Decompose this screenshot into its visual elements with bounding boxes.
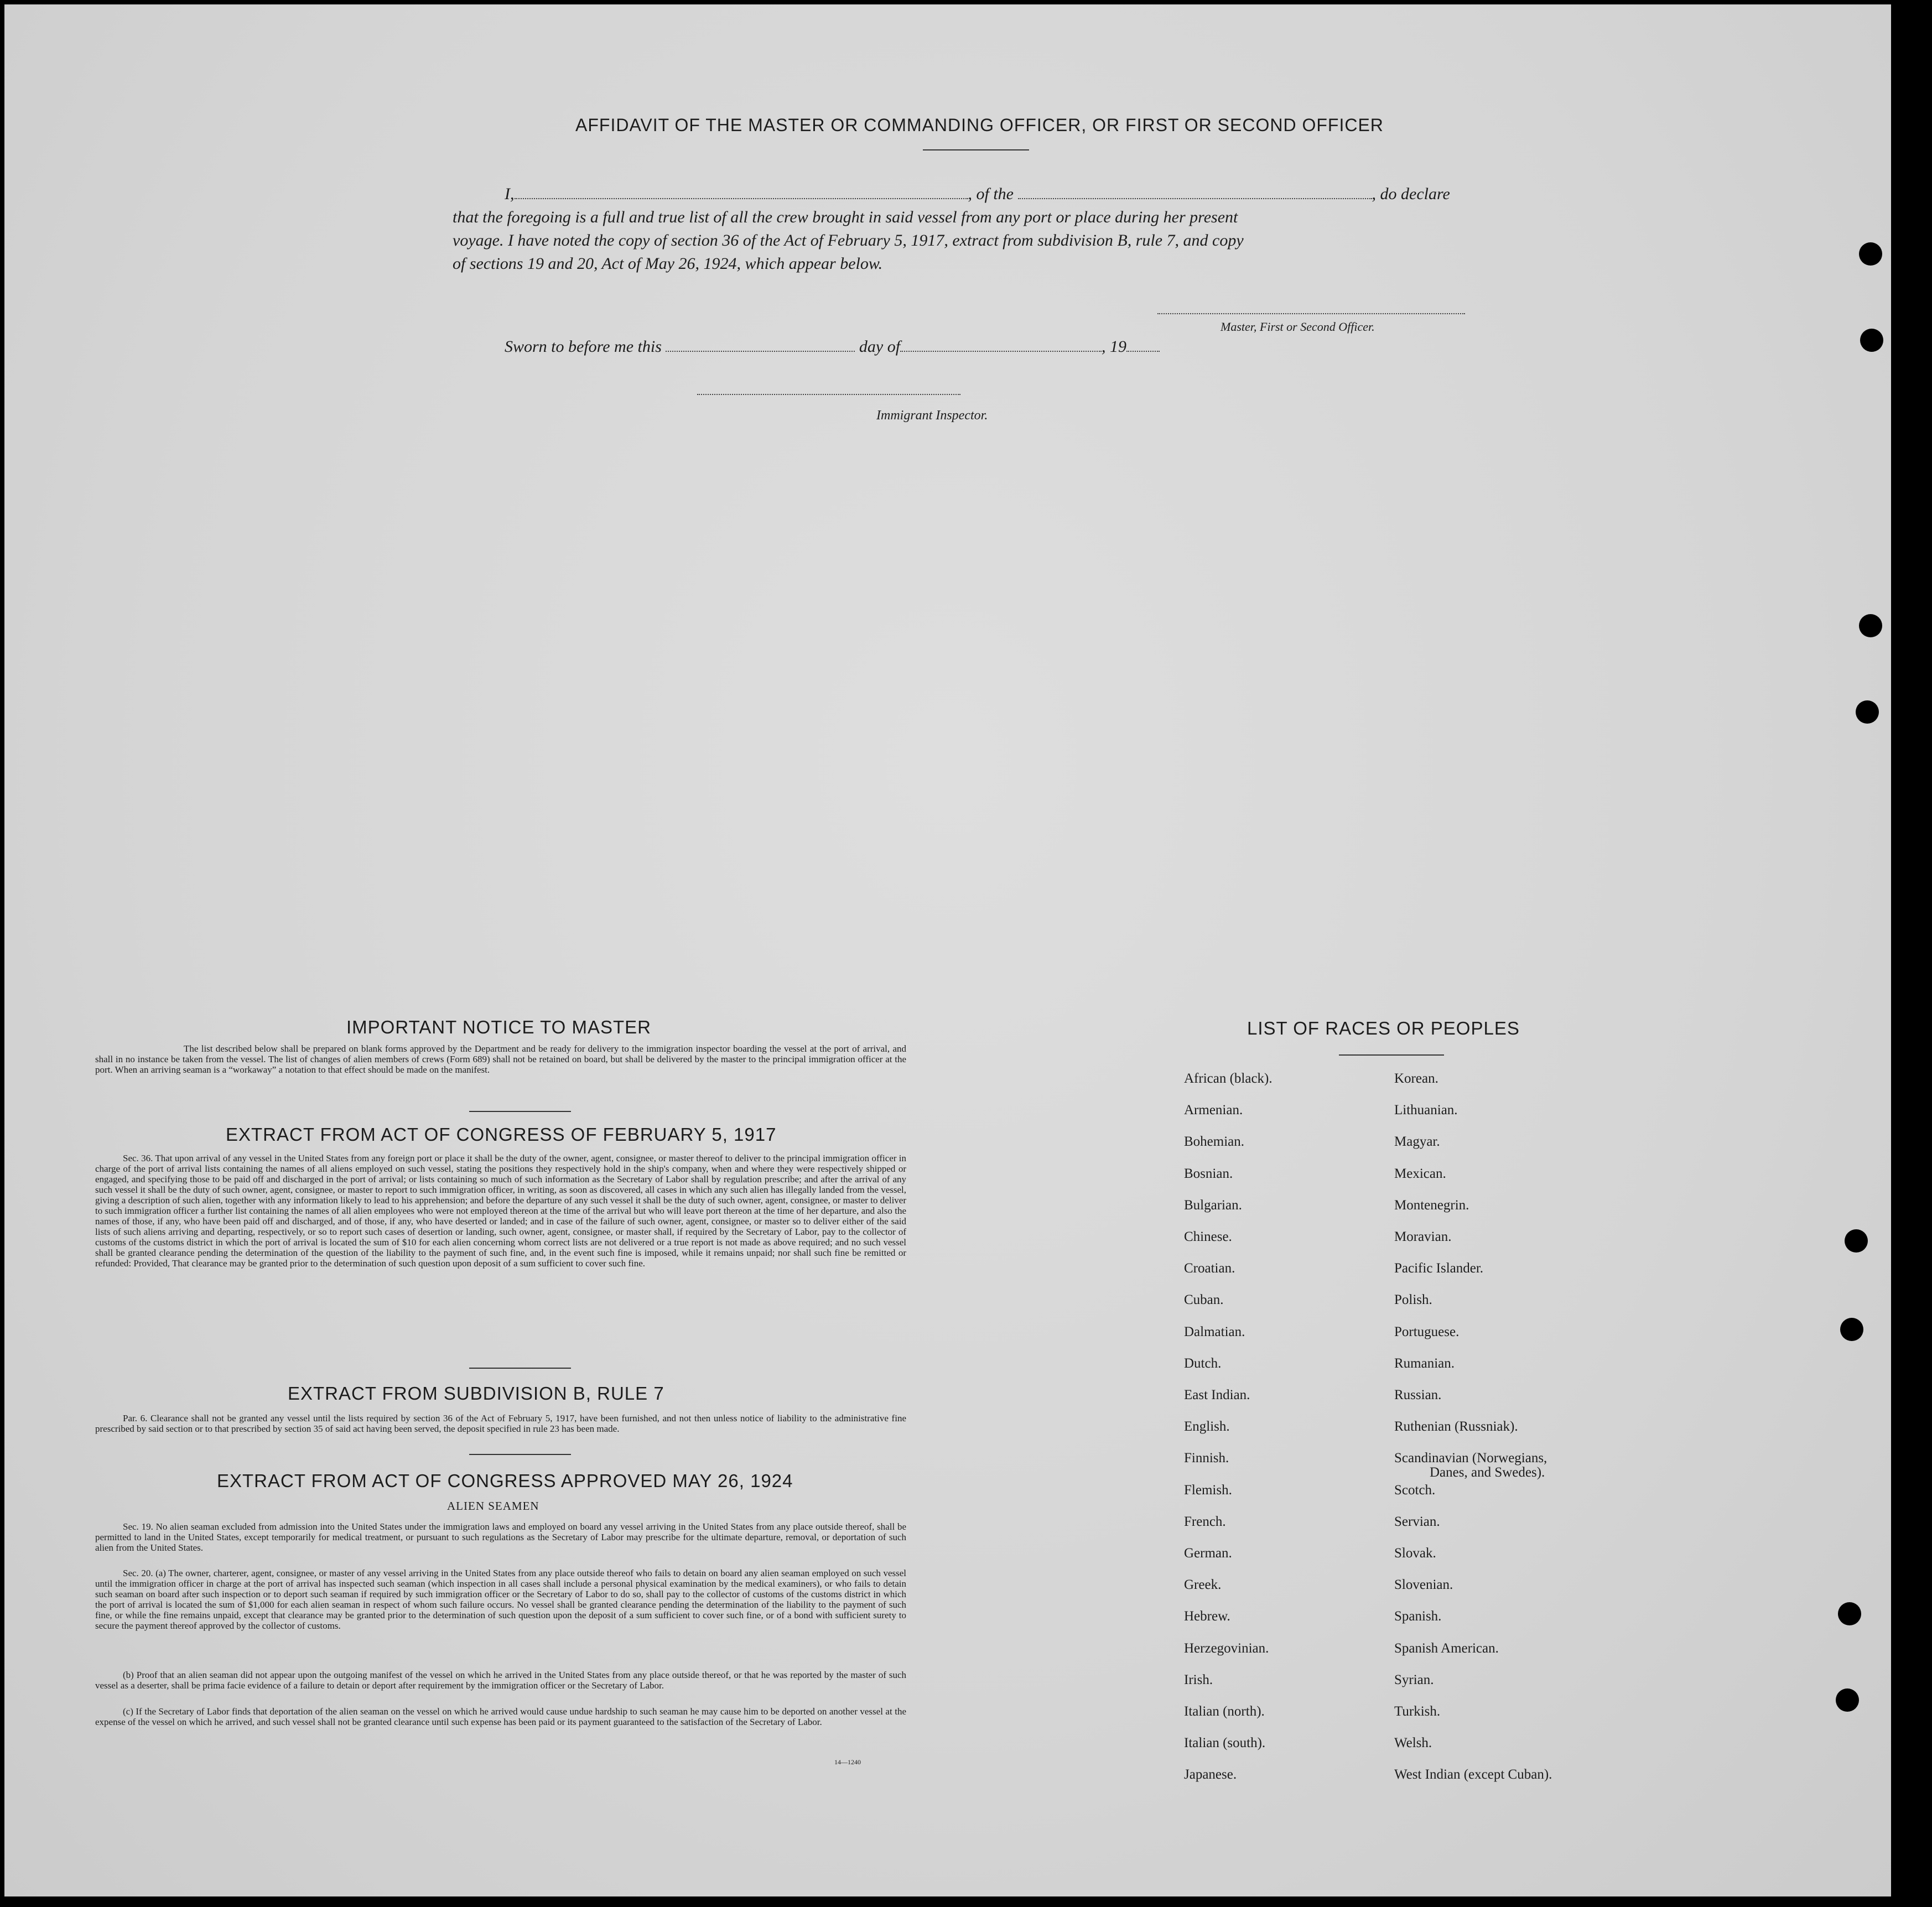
binder-hole (1840, 1318, 1863, 1341)
race-entry: Mexican. (1394, 1166, 1446, 1181)
race-entry: Italian (north). (1184, 1704, 1265, 1719)
extract-1917-body: Sec. 36. That upon arrival of any vessel in the United States from any foreign port or place it shall be the duty of the owner, agent, consignee, or master thereof to deliver to the principal immigration officer in charge of the port of arrival lists containing the names of all aliens employed on such vessel, stating the positions they respectively hold in the ship's company, when and where they were respectively shipped or engaged, and specifying those to be paid off and discharged in the port of arrival; or lists containing so much of such information as the Secretary of Labor shall by regulation prescribe; and after the arrival of any such vessel it shall be the duty of such owner, agent, consignee, or master to report to such immigration officer, in writing, as soon as discovered, all cases in which any such alien has illegally landed from the vessel, giving a description of such alien, together with any information likely to lead to his apprehension; and before the departure of any such vessel it shall be the duty of such owner, agent, consignee, or master to deliver to such immigration officer a further list containing the names of all alien employees who were not employed thereon at the time of the arrival but who will leave port thereon at the time of her departure, and also the names of those, if any, who have been paid off and discharged, and of those, if any, who have deserted or landed; and in case of the failure of such owner, agent, consignee, or master so to deliver either of the said lists of such aliens arriving and departing, respectively, or so to report such cases of desertion or landing, such owner, agent, consignee, or master shall, if required by the Secretary of Labor, pay to the collector of customs of the customs district in which the port of arrival is located the sum of $10 for each alien concerning whom correct lists are not delivered or a true report is not made as above required; and no such vessel shall be granted clearance pending the determination of the question of the liability to the payment of such fine, and, in the event such fine is imposed, while it remains unpaid; nor shall such fine be remitted or refunded: Provided, That clearance may be granted prior to the determination of such question upon deposit of a sum sufficient to cover such fine. (95, 1153, 906, 1269)
race-entry: Spanish American. (1394, 1641, 1499, 1656)
race-entry: Slovenian. (1394, 1577, 1453, 1592)
title-divider (923, 149, 1029, 150)
sec19-body: Sec. 19. No alien seaman excluded from admission into the United States under the immigration laws and employed on board any vessel arriving in the United States from any place outside thereof, shall be permitted to land in the United States, except temporarily for medical treatment, or pursuant to such regulations as the Secretary of Labor may prescribe for the ultimate departure, removal, or deportation of such alien from the United States. (95, 1521, 906, 1553)
race-entry: Montenegrin. (1394, 1198, 1469, 1213)
extract-1917-title: EXTRACT FROM ACT OF CONGRESS OF FEBRUARY 5, 1917 (226, 1124, 777, 1145)
notice-body: The list described below shall be prepared on blank forms approved by the Department and be ready for delivery to the immigration inspector boarding the vessel at the port of arrival, and shall in no instance be taken from the vessel. The list of changes of alien members of crews (Form 689) shall not be retained on board, but shall be delivered by the master to the principal immigration officer at the port. When an arriving seaman is a “workaway” a notation to that effect should be made on the manifest. (95, 1043, 906, 1075)
race-entry: Bulgarian. (1184, 1198, 1242, 1213)
notice-divider (469, 1111, 571, 1112)
extract-1917-divider (469, 1368, 571, 1369)
master-signature-line[interactable] (1157, 313, 1465, 314)
race-entry: Polish. (1394, 1292, 1432, 1307)
vessel-blank[interactable] (1018, 198, 1372, 199)
sec20a-body: Sec. 20. (a) The owner, charterer, agent, consignee, or master of any vessel arriving in the United States from any place outside thereof who fails to detain on board any alien seaman employed on such vessel until the immigration officer in charge at the port of arrival has inspected such seaman (which inspection in all cases shall include a personal physical examination by the medical examiners), or who fails to detain such seaman on board after such inspection or to deport such seaman if required by such immigration officer or the Secretary of Labor to do so, shall pay to the collector of customs of the customs district in which the port of arrival is located the sum of $1,000 for each alien seaman in respect of whom such failure occurs. No vessel shall be granted clearance pending the determination of the liability to the payment of such fine, or while the fine remains unpaid, except that clearance may be granted prior to the determination of such question upon the deposit of a sum sufficient to cover such fine, or of a bond with sufficient surety to secure the payment thereof approved by the collector of customs. (95, 1568, 906, 1631)
sworn-year-blank[interactable] (1126, 351, 1160, 352)
race-entry: Slovak. (1394, 1546, 1436, 1561)
race-entry: Servian. (1394, 1514, 1440, 1529)
affidavit-line-2: that the foregoing is a full and true list of all the crew brought in said vessel from any port or place during her present (453, 208, 1238, 226)
race-entry: Pacific Islander. (1394, 1261, 1484, 1276)
affidavit-line-4: of sections 19 and 20, Act of May 26, 1924, which appear below. (453, 254, 883, 273)
name-blank[interactable] (515, 198, 968, 199)
binder-hole (1836, 1688, 1859, 1712)
race-entry: Welsh. (1394, 1735, 1432, 1750)
sec20b-body: (b) Proof that an alien seaman did not appear upon the outgoing manifest of the vessel on which he arrived in the United States from any place outside thereof, or that he was reported by the master of such vessel as a deserter, shall be prima facie evidence of a failure to detain or deport after requirement by the immigration officer or the Secretary of Labor. (95, 1670, 906, 1691)
race-entry: Herzegovinian. (1184, 1641, 1269, 1656)
rule7-title: EXTRACT FROM SUBDIVISION B, RULE 7 (288, 1383, 664, 1404)
rule7-body: Par. 6. Clearance shall not be granted any vessel until the lists required by section 36 of the Act of February 5, 1917, have been furnished, and not then unless notice of liability to the administrative fine prescribed by said section or to that prescribed by section 35 of said act having been served, the deposit specified in rule 23 has been made. (95, 1413, 906, 1434)
affidavit-line-3: voyage. I have noted the copy of section 36 of the Act of February 5, 1917, extract from subdivision B, rule 7, and copy (453, 231, 1244, 250)
rule7-divider (469, 1454, 571, 1455)
race-entry: Spanish. (1394, 1609, 1442, 1624)
races-divider (1339, 1054, 1444, 1056)
race-entry: Ruthenian (Russniak). (1394, 1419, 1518, 1434)
races-title: LIST OF RACES OR PEOPLES (1247, 1018, 1520, 1038)
year-prefix: , 19 (1102, 337, 1127, 356)
binder-hole (1859, 242, 1882, 266)
race-entry: East Indian. (1184, 1388, 1250, 1402)
race-entry: Rumanian. (1394, 1356, 1455, 1371)
binder-hole (1838, 1602, 1861, 1625)
binder-hole (1856, 700, 1879, 724)
affidavit-i: I, (505, 185, 515, 203)
race-entry: Danes, and Swedes). (1430, 1465, 1545, 1480)
affidavit-declare: , do declare (1372, 185, 1450, 203)
race-entry: Korean. (1394, 1071, 1438, 1086)
race-entry: Scotch. (1394, 1483, 1436, 1498)
sworn-line (505, 335, 1160, 358)
race-entry: Turkish. (1394, 1704, 1441, 1719)
race-entry: French. (1184, 1514, 1226, 1529)
master-caption: Master, First or Second Officer. (1221, 320, 1375, 334)
extract-1924-title: EXTRACT FROM ACT OF CONGRESS APPROVED MAY 26, 1924 (217, 1470, 793, 1491)
race-entry: Magyar. (1394, 1134, 1440, 1149)
race-entry: German. (1184, 1546, 1232, 1561)
race-entry: Flemish. (1184, 1483, 1232, 1498)
form-number: 14—1240 (834, 1758, 861, 1766)
race-entry: Dalmatian. (1184, 1324, 1245, 1339)
affidavit-title: AFFIDAVIT OF THE MASTER OR COMMANDING OFFICER, OR FIRST OR SECOND OFFICER (575, 115, 1384, 135)
race-entry: Croatian. (1184, 1261, 1235, 1276)
affidavit-of-the: , of the (968, 185, 1014, 203)
race-entry: Greek. (1184, 1577, 1222, 1592)
race-entry: Bosnian. (1184, 1166, 1233, 1181)
race-entry: Italian (south). (1184, 1735, 1266, 1750)
sec20c-body: (c) If the Secretary of Labor finds that deportation of the alien seaman on the vessel on which he arrived would cause undue hardship to such seaman he may cause him to be deported on another vessel at the expense of the vessel on which he arrived, and such vessel shall not be granted clearance until such expense has been paid or its payment guaranteed to the satisfaction of the Secretary of Labor. (95, 1706, 906, 1727)
inspector-signature-line[interactable] (697, 394, 960, 395)
race-entry: Japanese. (1184, 1767, 1237, 1782)
race-entry: Russian. (1394, 1388, 1442, 1402)
affidavit-line-1 (505, 183, 1450, 206)
race-entry: English. (1184, 1419, 1230, 1434)
race-entry: Irish. (1184, 1672, 1213, 1687)
sworn-text: Sworn to before me this (505, 337, 662, 356)
race-entry: Finnish. (1184, 1451, 1229, 1466)
sworn-month-blank[interactable] (900, 351, 1102, 352)
race-entry: Chinese. (1184, 1229, 1232, 1244)
race-entry: African (black). (1184, 1071, 1273, 1086)
binder-hole (1860, 329, 1883, 352)
binder-hole (1845, 1229, 1868, 1253)
race-entry: Bohemian. (1184, 1134, 1245, 1149)
race-entry: Syrian. (1394, 1672, 1434, 1687)
race-entry: Dutch. (1184, 1356, 1222, 1371)
race-entry: Scandinavian (Norwegians, (1394, 1451, 1547, 1466)
sworn-day-blank[interactable] (666, 351, 855, 352)
race-entry: West Indian (except Cuban). (1394, 1767, 1552, 1782)
race-entry: Lithuanian. (1394, 1103, 1458, 1118)
race-entry: Armenian. (1184, 1103, 1243, 1118)
notice-title: IMPORTANT NOTICE TO MASTER (346, 1017, 652, 1037)
day-of-text: day of (859, 337, 901, 356)
inspector-caption: Immigrant Inspector. (876, 408, 988, 423)
race-entry: Cuban. (1184, 1292, 1224, 1307)
alien-seamen-subtitle: ALIEN SEAMEN (447, 1499, 539, 1513)
race-entry: Portuguese. (1394, 1324, 1460, 1339)
race-entry: Moravian. (1394, 1229, 1452, 1244)
binder-hole (1859, 614, 1882, 637)
race-entry: Hebrew. (1184, 1609, 1230, 1624)
